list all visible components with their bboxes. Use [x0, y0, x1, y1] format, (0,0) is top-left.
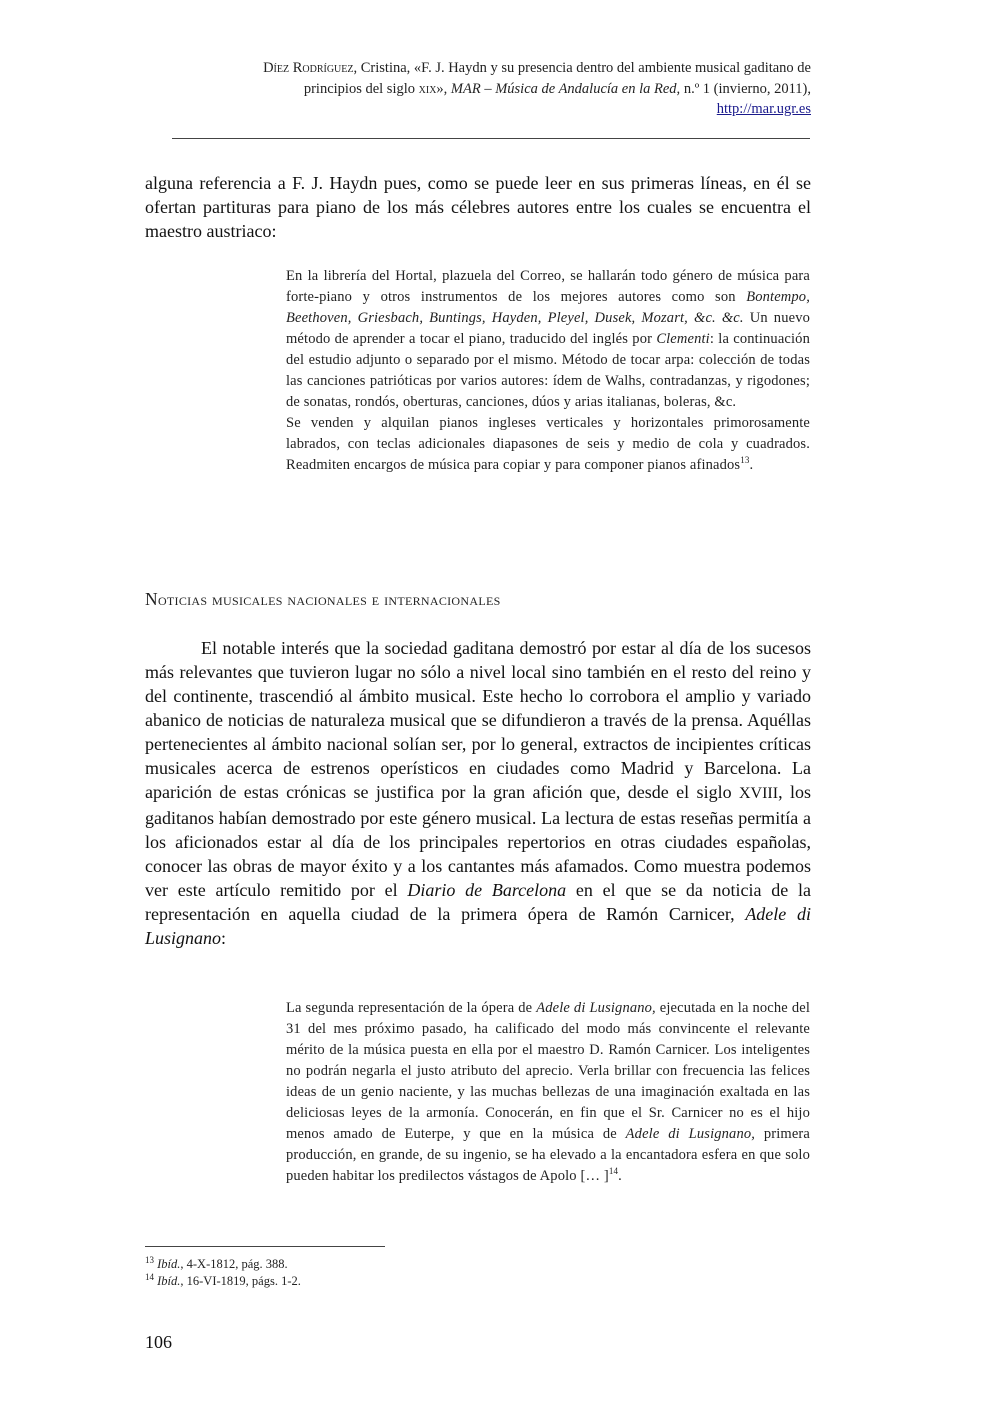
- quote-text: En la librería del Hortal, plazuela del Correo, se hallarán todo género de música para forte-piano y otros instrumentos de los mejores autores como son: [286, 268, 810, 305]
- header-text: »,: [436, 80, 451, 97]
- footnote-number: 14: [145, 1271, 154, 1282]
- composer-clementi: Clementi: [656, 331, 710, 347]
- quote-text: ejecutada en la noche del 31 del mes próximo pasado, ha calificado del modo más convincente el relevante mérito de la música puesta en ella por el maestro D. Ramón Carnicer. Los inteligentes no podrán negarla el justo atributo del aprecio. Verla brillar con frecuencia las felices ideas de un genio naciente, y las muchas bellezas de una imaginación exaltada en las deliciosas leyes de la armonía. Conocerán, en fin que el Sr. Carnicer no es el hijo menos amado de Euterpe, y que en la música de: [286, 1000, 811, 1142]
- footnote-text: , 16-VI-1819, págs. 1-2.: [180, 1274, 301, 1288]
- paragraph-text: El notable interés que la sociedad gaditana demostró por estar al día de los sucesos más relevantes que tuvieron lugar no sólo a nivel local sino también en el resto del reino y del continente, trascendió al ámbito musical. Este hecho lo corrobora el amplio y variado abanico de noticias de naturaleza musical que se difundieron a través de la prensa. Aquéllas pertenecientes al ámbito nacional solían ser, por lo general, extractos de incipientes críticas musicales acerca de estrenos operísticos en ciudades como Madrid y Barcelona. La aparición de estas crónicas se justifica por la gran afición que, desde el siglo: [145, 638, 811, 802]
- header-century: xix: [418, 80, 437, 97]
- paragraph-text: en el que se da noticia de la representación en aquella ciudad de la primera ópera de Ramón Carnicer,: [145, 880, 811, 924]
- main-paragraph: [145, 636, 811, 950]
- header-line-2: [145, 79, 811, 100]
- newspaper-title: Diario de Barcelona: [407, 880, 567, 900]
- footnote-14: [145, 1273, 301, 1290]
- block-quote-review: [286, 998, 810, 1187]
- header-divider: [172, 138, 810, 139]
- quote-text: : la continuación del estudio adjunto o separado por el mismo. Método de tocar arpa: colección de todas las canciones patrióticas por varios autores: ídem de Walhs, contradanzas, y rigodones; de sonatas, rondós, oberturas, canciones, dúos y arias italianas, boleras, &c.: [286, 331, 810, 410]
- quote-text: primera producción, en grande, de su ingenio, se ha elevado a la encantadora esfera en que solo pueden habitar los predilectos vástagos de Apolo [… ]: [286, 1126, 810, 1184]
- running-header: [145, 58, 811, 120]
- footnote-ibid: Ibíd.: [157, 1257, 181, 1271]
- quote-paragraph: Se venden y alquilan pianos ingleses verticales y horizontales primorosamente labrados, con teclas adicionales diapasones de seis y medio de cola y cuadrados. Readmiten encargos de música para copiar y para componer pianos afinados$^{13}$.: [286, 415, 810, 473]
- section-heading: Noticias musicales nacionales e internacionales: [145, 589, 501, 609]
- footnote-ibid: Ibíd.: [157, 1274, 181, 1288]
- composer-list: Bontempo, Beethoven, Griesbach, Buntings, Hayden, Pleyel, Dusek, Mozart, &c. &c.: [286, 289, 810, 326]
- header-title-part: , Cristina, «F. J. Haydn y su presencia dentro del ambiente musical gaditano de: [353, 60, 811, 76]
- quote-paragraph: [286, 266, 810, 413]
- header-line-1: [145, 58, 811, 79]
- intro-paragraph: alguna referencia a F. J. Haydn pues, como se puede leer en sus primeras líneas, en él se ofertan partituras para piano de los más célebres autores entre los cuales se encuentra el maestro austriaco:: [145, 173, 811, 241]
- opera-title: Adele di Lusignano: [145, 904, 811, 948]
- header-text: principios del siglo: [303, 80, 419, 97]
- header-issue: n.º 1 (invierno, 2011),: [680, 80, 811, 97]
- header-line-3: [145, 99, 811, 120]
- footnote-ref-14[interactable]: 14: [608, 1166, 619, 1177]
- page-number: 106: [145, 1332, 172, 1352]
- header-journal: MAR – Música de Andalucía en la Red,: [450, 80, 681, 97]
- paragraph-text: :: [221, 928, 227, 948]
- footnote-number: 13: [145, 1254, 154, 1265]
- block-quote-advertisement: [286, 266, 810, 476]
- paragraph-text: , los gaditanos habían demostrado por este género musical. La lectura de estas reseñas permitía a los aficionados estar al día de los principales repertorios en otras ciudades españolas, conocer las obras de mayor éxito y a los cantantes más afamados. Como muestra podemos ver este artículo remitido por el: [145, 782, 811, 900]
- header-author: Díez Rodríguez: [263, 60, 354, 76]
- footnote-13: [145, 1256, 301, 1273]
- footnotes: [145, 1256, 301, 1290]
- journal-url-link[interactable]: http://mar.ugr.es: [716, 101, 811, 117]
- quote-text: Se venden y alquilan pianos ingleses verticales y horizontales primorosamente labrados, con teclas adicionales diapasones de seis y medio de cola y cuadrados. Readmiten encargos de música para copiar y para componer pianos afinados: [286, 415, 810, 473]
- opera-title: Adele di Lusignano,: [536, 1000, 656, 1016]
- quote-text: .: [618, 1168, 622, 1184]
- footnote-text: , 4-X-1812, pág. 388.: [180, 1257, 288, 1271]
- century-numeral: XVIII: [738, 785, 779, 802]
- quote-text: Un nuevo método de aprender a tocar el piano, traducido del inglés por: [286, 310, 810, 347]
- footnote-ref-13[interactable]: 13: [740, 455, 750, 466]
- opera-title: Adele di Lusignano,: [625, 1126, 756, 1142]
- footnote-divider: [145, 1246, 385, 1247]
- quote-text: La segunda representación de la ópera de: [286, 1000, 537, 1016]
